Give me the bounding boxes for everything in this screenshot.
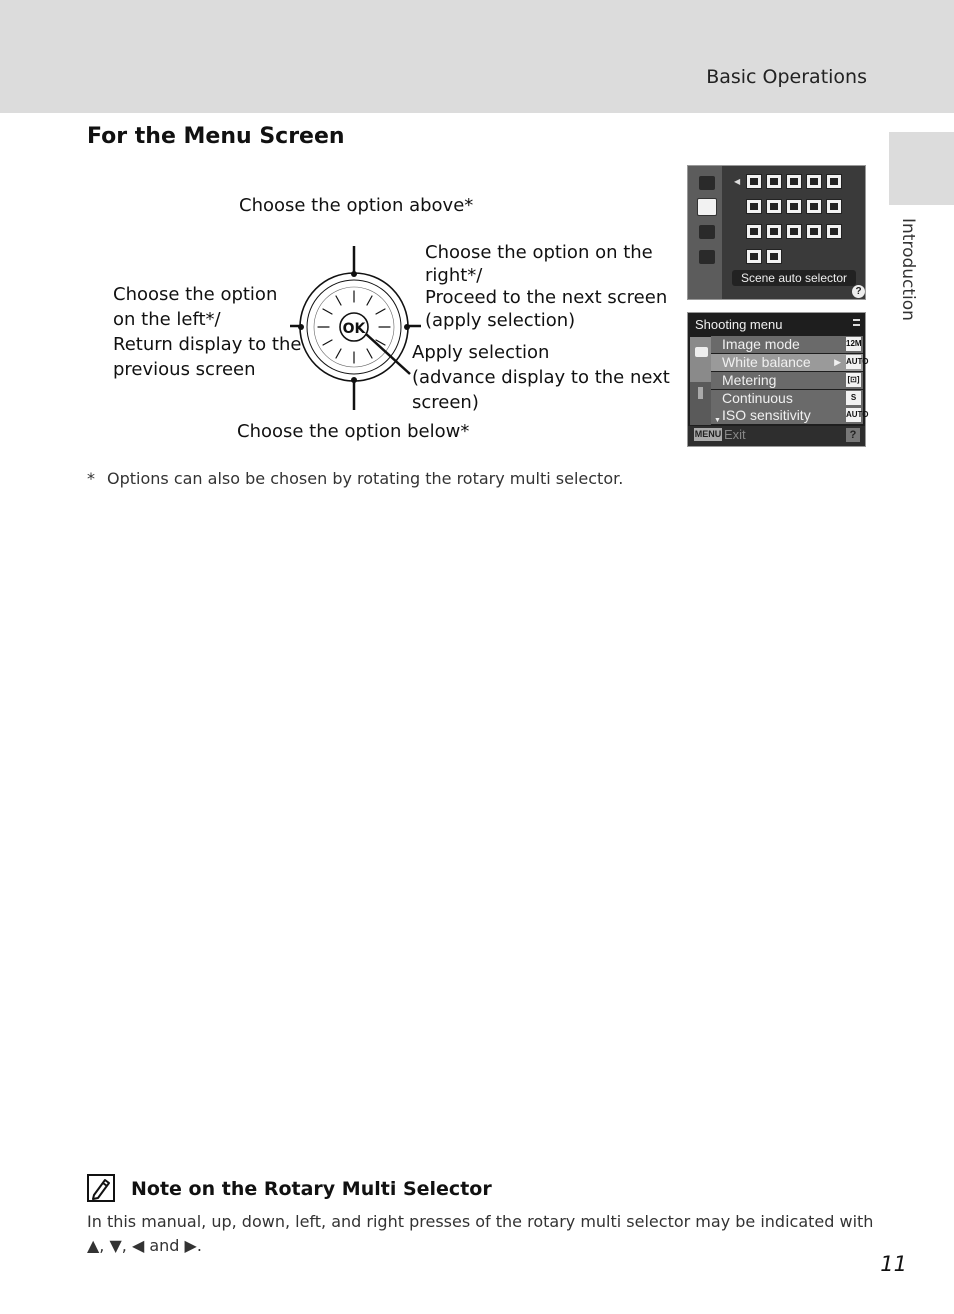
party-icon <box>826 174 842 189</box>
night-portrait-icon <box>806 174 822 189</box>
single-icon: S <box>846 391 861 405</box>
voice-recording-icon <box>766 249 782 264</box>
matrix-metering-icon: [⊡] <box>846 373 861 387</box>
snow-icon <box>766 199 782 214</box>
menu-item-image-mode: Image mode 12M <box>711 336 863 353</box>
museum-icon <box>766 224 782 239</box>
header-title: Basic Operations <box>706 66 867 88</box>
fireworks-icon <box>786 224 802 239</box>
note-title: Note on the Rotary Multi Selector <box>131 1178 492 1200</box>
label-right: Choose the option on the right*/ Proceed to the next screen (apply selection) <box>425 242 668 331</box>
note-body: In this manual, up, down, left, and right presses of the rotary multi selector may be indicated with ▲, ▼, ◀ and ▶. <box>87 1212 874 1255</box>
scene-mode-icon <box>697 198 717 216</box>
rotary-multi-selector-diagram <box>284 240 424 415</box>
wrench-icon <box>698 387 703 399</box>
page-number: 11 <box>880 1252 907 1276</box>
menu-tab-selected <box>690 337 711 382</box>
footnote-marker: * <box>87 469 95 488</box>
scene-auto-icon <box>746 174 762 189</box>
menu-title: Shooting menu <box>695 317 783 332</box>
label-left: Choose the option on the left*/ Return display to the previous screen <box>113 284 302 380</box>
menu-item-metering: Metering [⊡] <box>711 372 863 389</box>
help-icon: ? <box>852 285 865 298</box>
menu-button-icon: MENU <box>694 429 722 439</box>
exit-label: Exit <box>724 427 746 442</box>
section-title: For the Menu Screen <box>87 124 345 149</box>
footnote <box>87 469 623 488</box>
auto-icon: AUTO <box>846 408 861 422</box>
auto-icon: AUTO <box>846 355 861 369</box>
menu-item-iso-sensitivity: ISO sensitivity AUTO <box>711 407 863 424</box>
chevron-right-icon: ▶ <box>834 357 841 367</box>
close-up-icon <box>826 199 842 214</box>
movie-icon <box>699 250 715 264</box>
note-icon <box>87 1174 115 1202</box>
help-icon: ? <box>846 428 860 442</box>
menu-item-continuous: Continuous S <box>711 390 863 407</box>
smart-portrait-icon <box>699 225 715 239</box>
camera-icon <box>695 347 708 357</box>
scene-mode-screen <box>687 165 866 300</box>
shooting-menu-screen <box>687 312 869 447</box>
side-tab <box>889 132 954 205</box>
food-icon <box>746 224 762 239</box>
ok-button-label: OK <box>342 321 366 337</box>
camera-icon <box>699 176 715 190</box>
scene-caption: Scene auto selector <box>732 270 856 286</box>
label-below: Choose the option below* <box>237 421 470 442</box>
portrait-icon <box>766 174 782 189</box>
copy-icon <box>806 224 822 239</box>
label-above: Choose the option above* <box>239 195 474 216</box>
image-mode-icon: 12M <box>846 337 861 351</box>
label-ok: Apply selection (advance display to the next screen) <box>412 342 670 413</box>
mode-column <box>688 166 722 299</box>
header-band <box>0 0 954 113</box>
sunset-icon <box>786 199 802 214</box>
menu-scroll-icon <box>853 319 860 326</box>
beach-icon <box>746 199 762 214</box>
side-tab-label: Introduction <box>898 218 918 321</box>
menu-item-white-balance: White balance ▶ AUTO <box>711 354 863 371</box>
footnote-text: Options can also be chosen by rotating the rotary multi selector. <box>107 469 624 488</box>
panorama-icon <box>746 249 762 264</box>
left-arrow-icon: ◀ <box>734 177 741 186</box>
backlight-icon <box>826 224 842 239</box>
scroll-down-icon: ▼ <box>714 417 721 424</box>
landscape-icon <box>786 174 802 189</box>
dusk-icon <box>806 199 822 214</box>
